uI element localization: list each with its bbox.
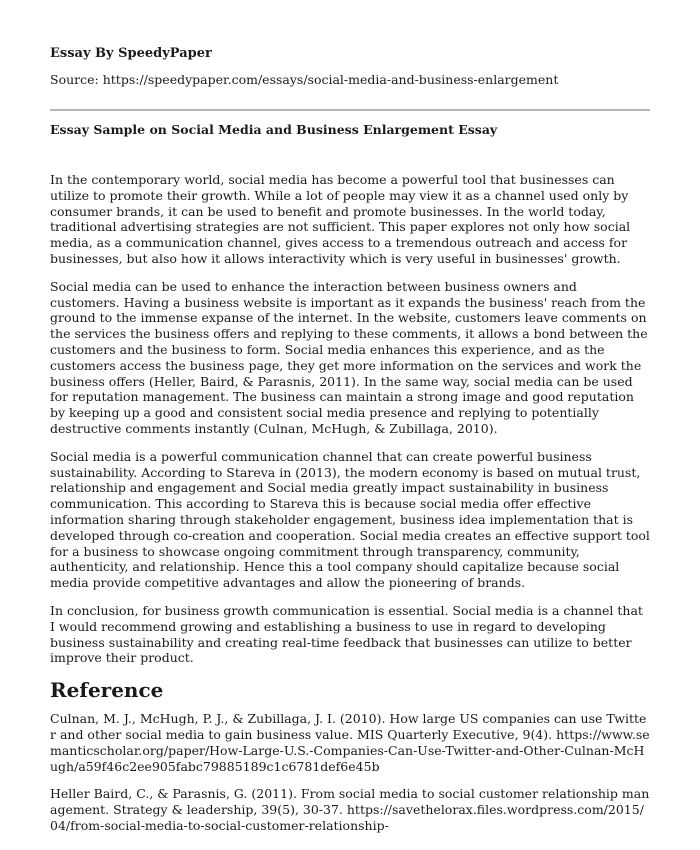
paragraph-interaction: Social media can be used to enhance the interaction between business owners and customers. Having a business website is important as it expands the business' reach from the ground to the immense expanse of the internet. In the website, customers leave comments on the services the business offers and replying to these comments, it allows a bond between the customers and the business to form. Social media enhances this experience, and as the customers access the business page, they get more information on the services and work the business offers (Heller, Baird, & Parasnis, 2011). In the same way, social media can be used for reputation management. The business can maintain a strong image and good reputation by keeping up a good and consistent social media presence and replying to potentially destructive comments instantly (Culnan, McHugh, & Zubillaga, 2010). (50, 278, 648, 436)
reference-item-heller: Heller Baird, C., & Parasnis, G. (2011). From social media to social customer relationship management. Strategy & leadership, 39(5), 30-37. https://savethelorax.files.wordpress.com/2015/04/from-social-media-to-social-customer-relationship- (50, 786, 650, 833)
source-url[interactable]: https://speedypaper.com/essays/social-media-and-business-enlargement (102, 72, 559, 87)
essay-title: Essay Sample on Social Media and Business Enlargement Essay (50, 122, 498, 137)
source-label: Source: (50, 72, 99, 87)
reference-heading: Reference (50, 678, 164, 703)
paragraph-conclusion: In conclusion, for business growth communication is essential. Social media is a channel that I would recommend growing and establishing a business to use in regard to developing business sustainability and creating real-time feedback that businesses can utilize to better improve their product. (50, 602, 643, 666)
paragraph-sustainability: Social media is a powerful communication channel that can create powerful business sustainability. According to Stareva in (2013), the modern economy is based on mutual trust, relationship and engagement and Social media greatly impact sustainability in business communication. This according to Stareva this is because social media offer effective information sharing through stakeholder engagement, business idea implementation that is developed through co-creation and cooperation. Social media creates an effective support tool for a business to showcase ongoing commitment through transparency, community, authenticity, and relationship. Hence this a tool company should capitalize because social media provide competitive advantages and allow the pioneering of brands. (50, 448, 650, 591)
essay-body (50, 172, 650, 846)
header-divider (50, 109, 650, 111)
reference-item-culnan: Culnan, M. J., McHugh, P. J., & Zubillaga, J. I. (2010). How large US companies can use Twitter and other social media to gain business value. MIS Quarterly Executive, 9(4). https://www.semanticscholar.org/paper/How-Large-U.S.-Companies-Can-Use-Twitter-and-Other-Culnan-McHugh/a59f46c2ee905fabc79885189c1c6781def6e45b (50, 711, 650, 774)
header-title: Essay By SpeedyPaper (50, 46, 212, 61)
paragraph-intro: In the contemporary world, social media has become a powerful tool that businesses can utilize to promote their growth. While a lot of people may view it as a channel used only by consumer brands, it can be used to benefit and promote businesses. In the world today, traditional advertising strategies are not sufficient. This paper explores not only how social media, as a communication channel, gives access to a tremendous outreach and access for businesses, but also how it allows interactivity which is very useful in businesses' growth. (50, 172, 631, 266)
source-line (50, 72, 558, 88)
